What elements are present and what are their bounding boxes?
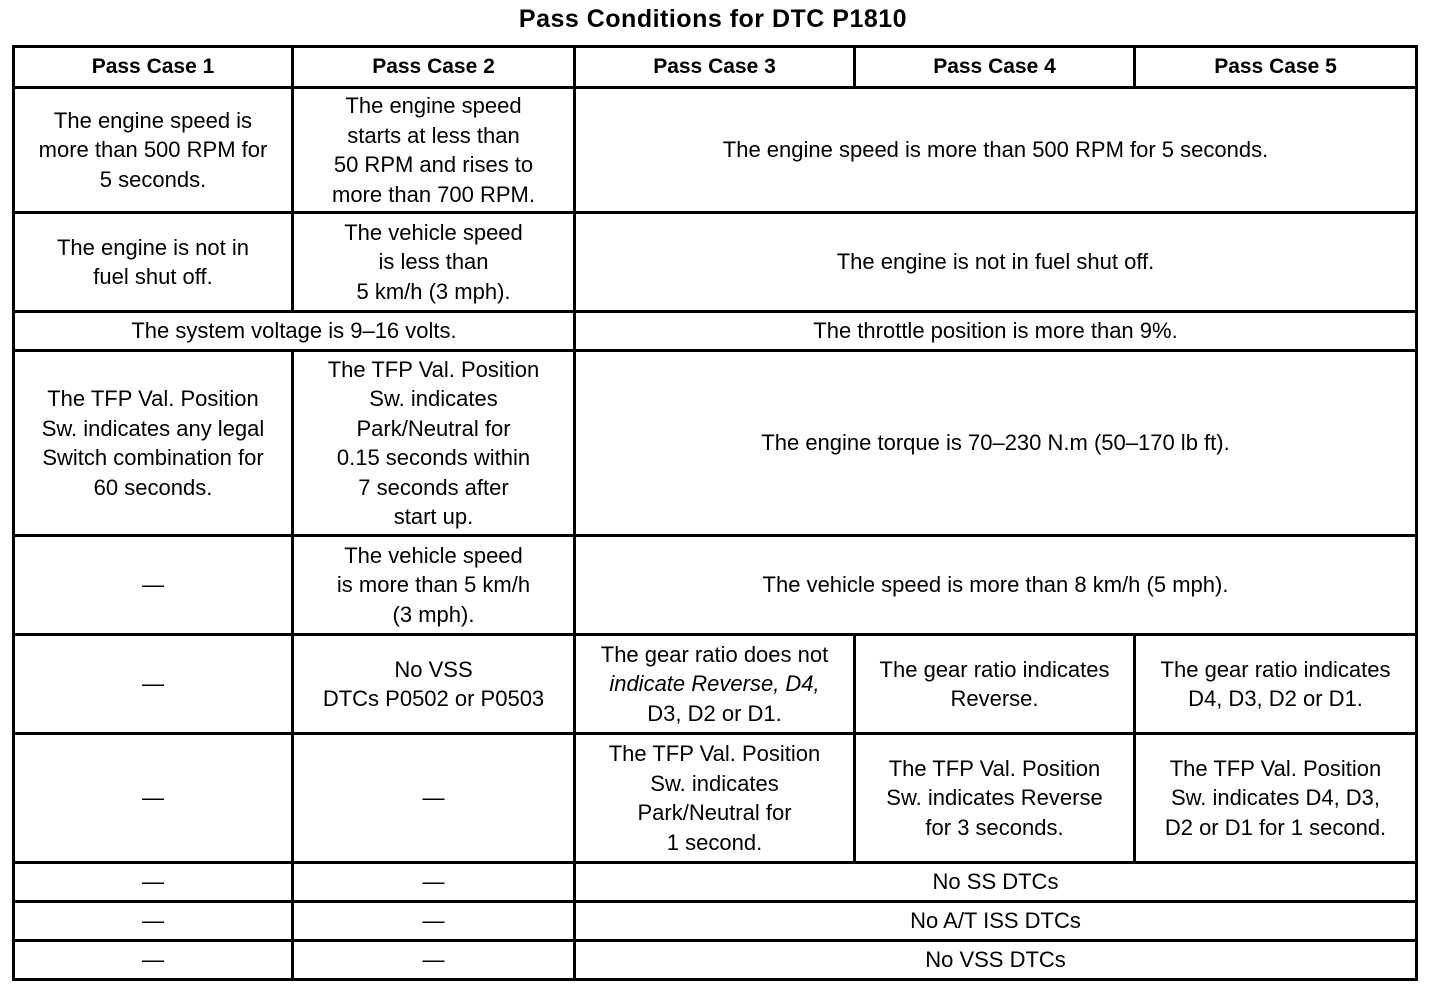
- cell-gear-ratio-case-4: The gear ratio indicates Reverse.: [855, 635, 1135, 734]
- cell-engine-speed-case-2: The engine speed starts at less than 50 RPM and rises to more than 700 RPM.: [293, 88, 575, 213]
- table-row: [14, 312, 1417, 351]
- header-pass-case-4: Pass Case 4: [855, 47, 1135, 88]
- gear-ratio-line-2: indicate Reverse, D4,: [609, 671, 820, 697]
- cell-dash-case-1: —: [14, 536, 293, 635]
- cell-fuel-shut-off-case-1: The engine is not in fuel shut off.: [14, 213, 293, 312]
- cell-no-ss-dtcs: No SS DTCs: [575, 863, 1417, 902]
- pass-conditions-table: [12, 45, 1418, 981]
- cell-dash-case-2: —: [293, 863, 575, 902]
- gear-ratio-line-1: The gear ratio does not: [600, 641, 829, 667]
- cell-dash-case-1: —: [14, 734, 293, 863]
- cell-vehicle-speed-case-3-5: The vehicle speed is more than 8 km/h (5 mph).: [575, 536, 1417, 635]
- cell-fuel-shut-off-case-3-5: The engine is not in fuel shut off.: [575, 213, 1417, 312]
- table-row: [14, 536, 1417, 635]
- cell-dash-case-1: —: [14, 635, 293, 734]
- cell-tfp-switch-case-1: The TFP Val. Position Sw. indicates any legal Switch combination for 60 seconds.: [14, 351, 293, 536]
- cell-tfp-switch-case-2: The TFP Val. Position Sw. indicates Park/Neutral for 0.15 seconds within 7 seconds after start up.: [293, 351, 575, 536]
- cell-dash-case-2: —: [293, 902, 575, 941]
- cell-tfp-switch-case-4: The TFP Val. Position Sw. indicates Reverse for 3 seconds.: [855, 734, 1135, 863]
- cell-throttle-position-case-3-5: The throttle position is more than 9%.: [575, 312, 1417, 351]
- cell-vehicle-speed-case-2: The vehicle speed is less than 5 km/h (3 mph).: [293, 213, 575, 312]
- cell-gear-ratio-case-3: [575, 635, 855, 734]
- table-row: [14, 734, 1417, 863]
- cell-engine-speed-case-3-5: The engine speed is more than 500 RPM for 5 seconds.: [575, 88, 1417, 213]
- cell-gear-ratio-case-5: The gear ratio indicates D4, D3, D2 or D1.: [1135, 635, 1417, 734]
- table-row: [14, 635, 1417, 734]
- cell-dash-case-2: —: [293, 734, 575, 863]
- header-pass-case-3: Pass Case 3: [575, 47, 855, 88]
- cell-no-iss-dtcs: No A/T ISS DTCs: [575, 902, 1417, 941]
- table-row: [14, 863, 1417, 902]
- cell-dash-case-2: —: [293, 941, 575, 980]
- header-pass-case-5: Pass Case 5: [1135, 47, 1417, 88]
- cell-system-voltage-case-1-2: The system voltage is 9–16 volts.: [14, 312, 575, 351]
- cell-tfp-switch-case-3: The TFP Val. Position Sw. indicates Park/Neutral for 1 second.: [575, 734, 855, 863]
- table-row: [14, 88, 1417, 213]
- cell-tfp-switch-case-5: The TFP Val. Position Sw. indicates D4, D3, D2 or D1 for 1 second.: [1135, 734, 1417, 863]
- table-row: [14, 941, 1417, 980]
- cell-engine-torque-case-3-5: The engine torque is 70–230 N.m (50–170 lb ft).: [575, 351, 1417, 536]
- gear-ratio-line-3: D3, D2 or D1.: [647, 700, 782, 726]
- cell-no-vss-dtcs-case-2: No VSS DTCs P0502 or P0503: [293, 635, 575, 734]
- cell-dash-case-1: —: [14, 941, 293, 980]
- cell-no-vss-dtcs: No VSS DTCs: [575, 941, 1417, 980]
- page-title: Pass Conditions for DTC P1810: [518, 5, 908, 33]
- cell-dash-case-1: —: [14, 863, 293, 902]
- header-pass-case-1: Pass Case 1: [14, 47, 293, 88]
- cell-engine-speed-case-1: The engine speed is more than 500 RPM for 5 seconds.: [14, 88, 293, 213]
- table-row: [14, 213, 1417, 312]
- header-pass-case-2: Pass Case 2: [293, 47, 575, 88]
- table-row: [14, 902, 1417, 941]
- table-header-row: [14, 47, 1417, 88]
- cell-vehicle-speed-more-case-2: The vehicle speed is more than 5 km/h (3 mph).: [293, 536, 575, 635]
- table-row: [14, 351, 1417, 536]
- cell-dash-case-1: —: [14, 902, 293, 941]
